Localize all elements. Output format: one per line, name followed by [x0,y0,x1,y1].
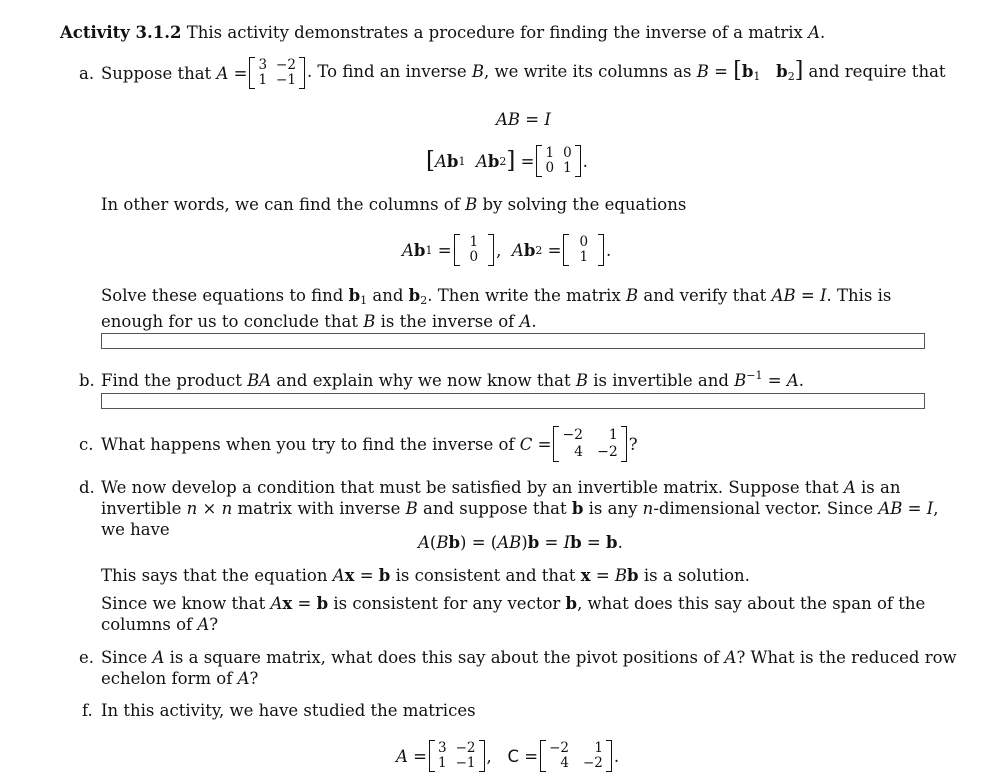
part-f: f. In this activity, we have studied the matrices [82,701,476,720]
matrix-a: 3 −2 1 −1 [249,57,305,89]
matrix-a-f: 3 −2 1 −1 [429,740,485,772]
equation-ab-i: AB = I [496,110,551,129]
part-b: b. Find the product BA and explain why we now know that B is invertible and $B^{-1} = A$. [79,369,804,390]
part-e: e. Since A is a square matrix, what does this say about the pivot positions of A? What is the reduced row echelon form of A? [79,648,957,688]
answer-box-b[interactable] [101,393,925,409]
answer-box-a[interactable] [101,333,925,349]
part-d-text2: This says that the equation Ax = b is consistent and that x = Bb is a solution. [101,566,750,585]
part-c: c. What happens when you try to find the inverse of C = −2 1 4 −2 ? [79,427,638,460]
part-a-line1: a. Suppose that A = 3 −2 1 −1 . To find an inverse B, we write its columns as $B = [b_1$ $b_2$] and require that [79,57,946,88]
equation-vectors: A b 1 = 1 0 , A b 2 = 0 1 . [402,234,612,265]
activity-heading: Activity 3.1.2 This activity demonstrates a procedure for finding the inverse of a matrix A. [60,23,826,42]
vector-e2: 0 1 [563,234,604,266]
equation-columns: [ A b 1 A b 2 ] = 1 0 0 1 . [426,145,588,176]
equation-f: A = 3 −2 1 −1 , C = −2 1 4 −2 . [396,740,620,771]
part-d-text3: Since we know that Ax = b is consistent for any vector b, what does this say about the span of the columns of A? [101,594,926,634]
equation-d: A(Bb) = (AB)b = Ib = b. [418,533,623,552]
part-d-text1: d. We now develop a condition that must be satisfied by an invertible matrix. Suppose that A is an invertible n × n matrix with inverse B and suppose that b is any n-dimensional vector. Since AB = I, we have [79,478,939,539]
matrix-identity: 1 0 0 1 [536,145,580,177]
part-a-text5: Solve these equations to find $b_1$ and $b_2$. Then write the matrix B and verify that AB = I. This is enough for us to conclude that B is the inverse of A. [101,286,892,331]
vector-e1: 1 0 [454,234,495,266]
matrix-c-f: −2 1 4 −2 [540,740,612,772]
part-a-text4: In other words, we can find the columns of B by solving the equations [101,195,687,214]
matrix-c: −2 1 4 −2 [553,426,626,462]
